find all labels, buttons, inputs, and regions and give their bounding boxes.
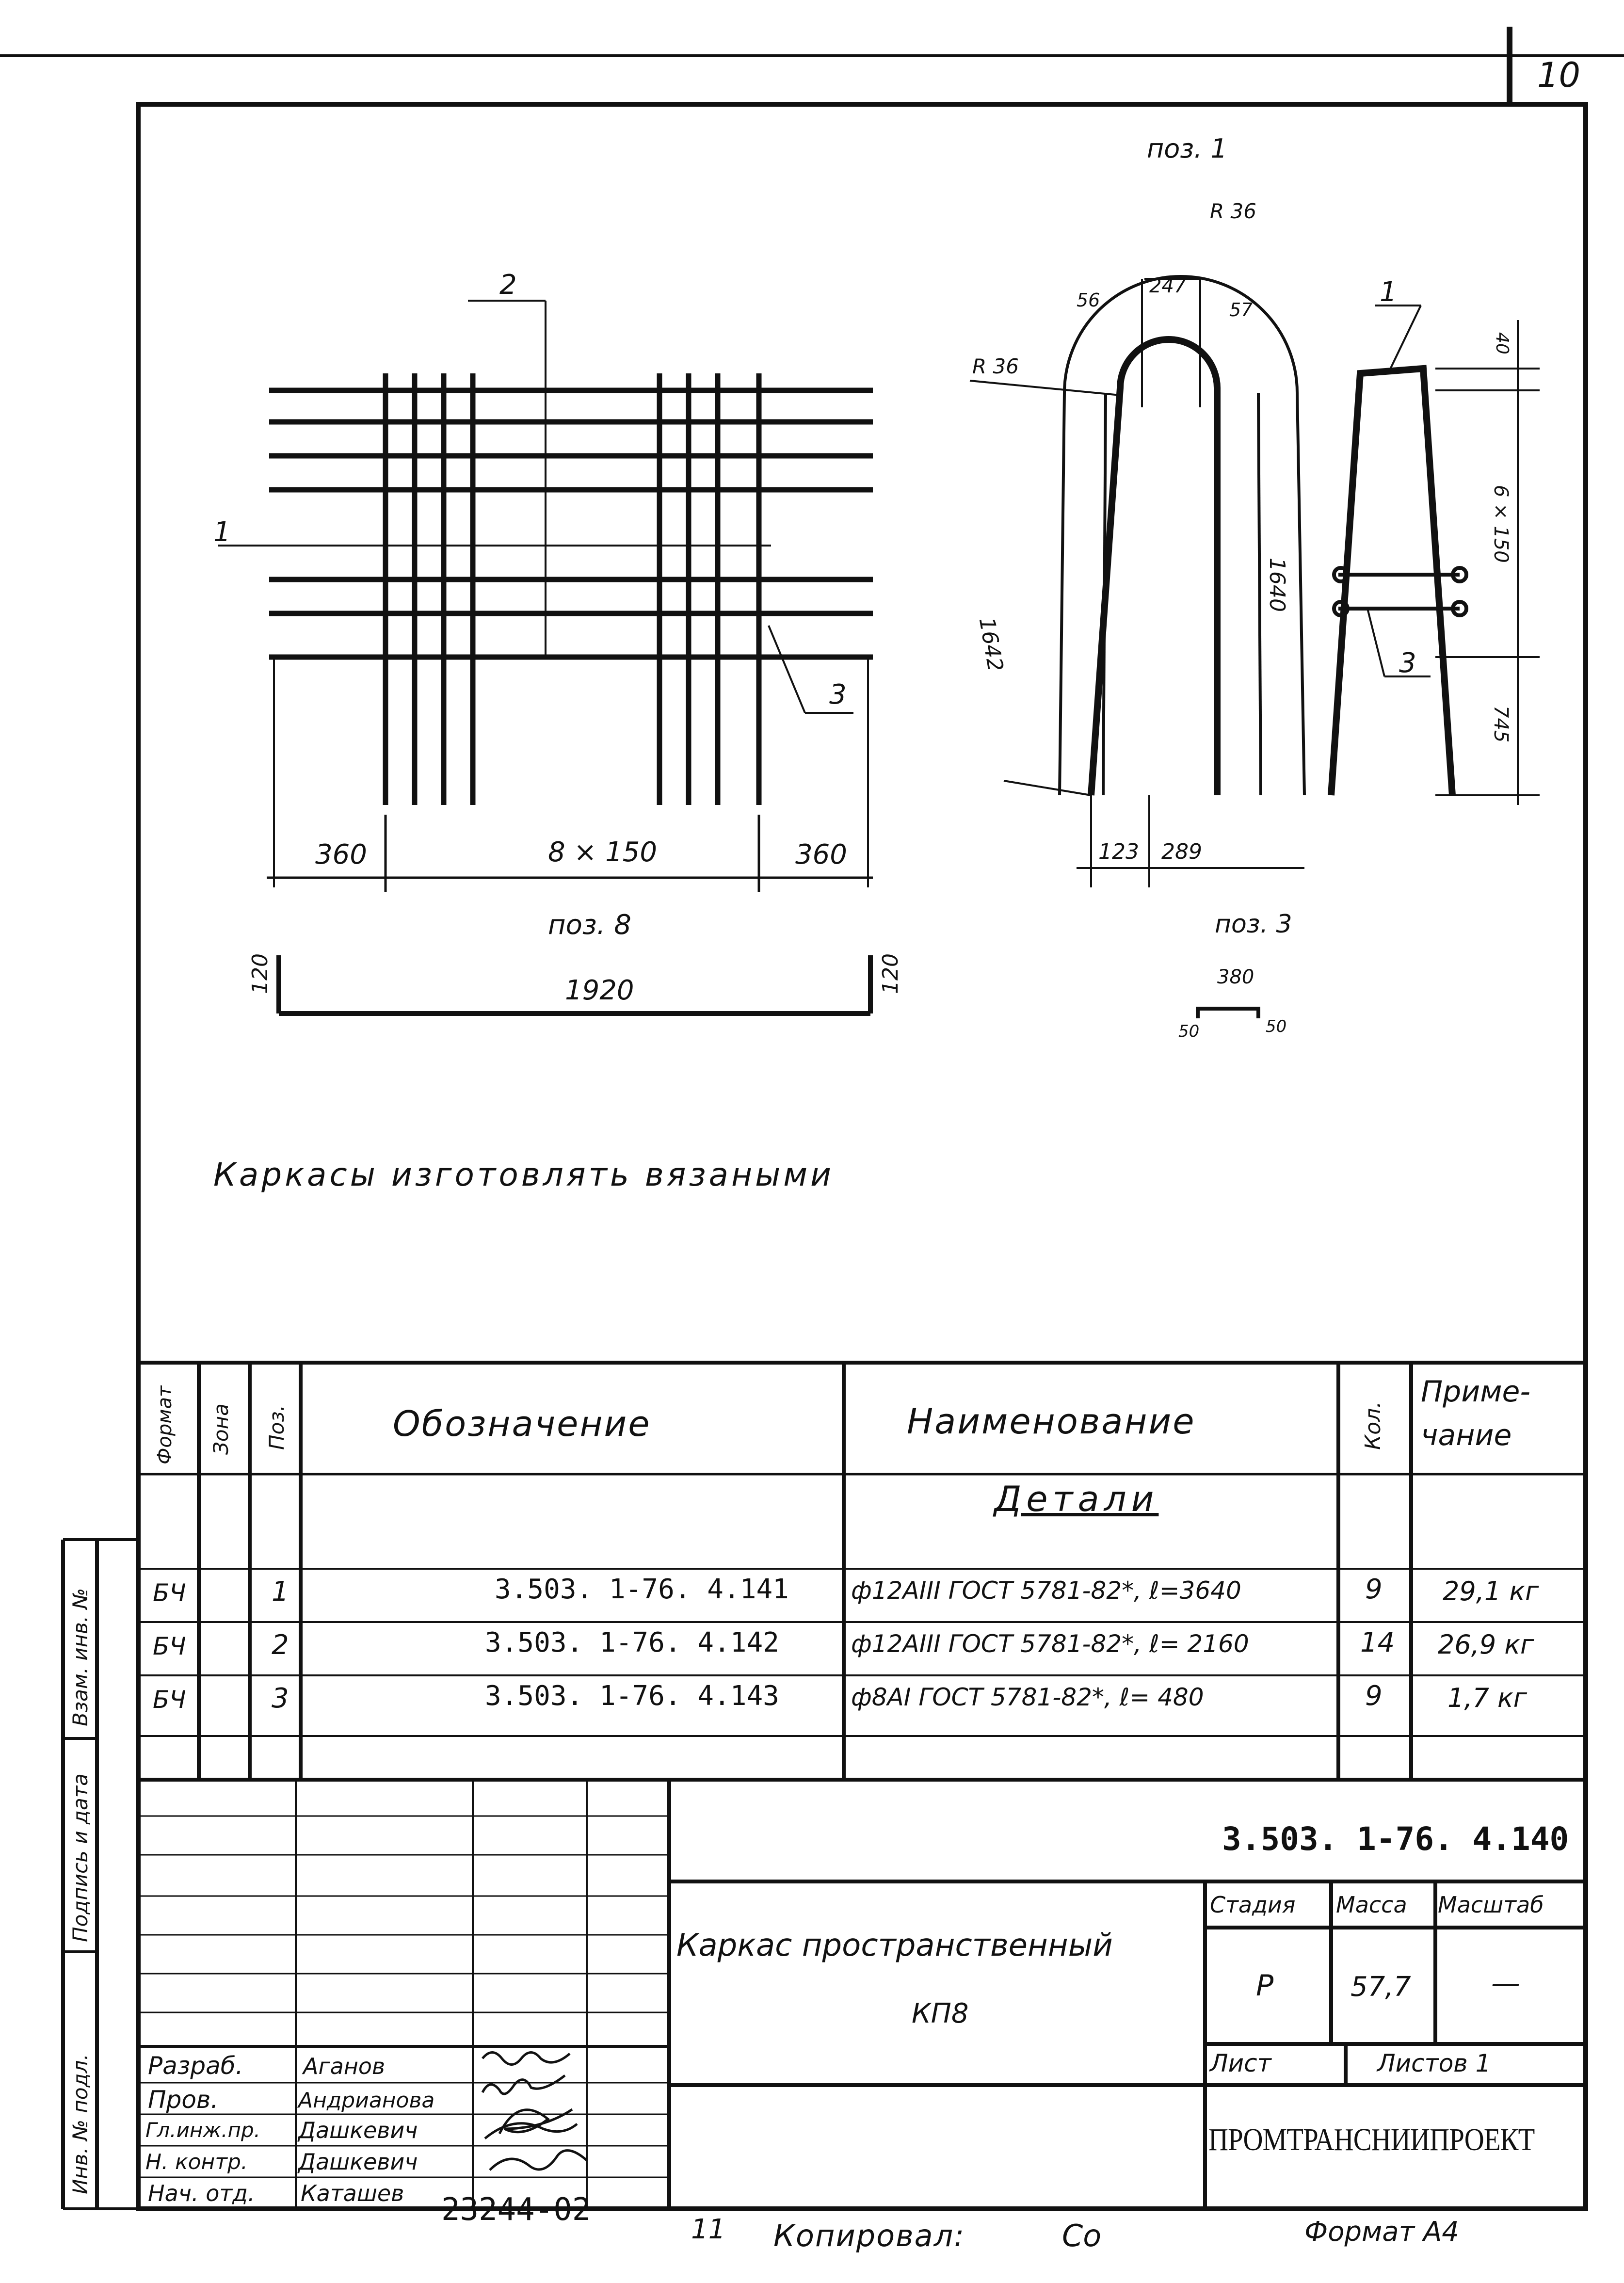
pos2-caption: поз. 8 xyxy=(548,909,631,941)
row2-qty: 14 xyxy=(1360,1627,1395,1658)
dim-right-360: 360 xyxy=(795,839,847,870)
row1-qty: 9 xyxy=(1365,1574,1383,1605)
mass-label: Масса xyxy=(1336,1892,1407,1918)
pos2-length: 1920 xyxy=(565,975,634,1006)
scale-label: Масштаб xyxy=(1438,1892,1544,1918)
row3-note: 1,7 кг xyxy=(1447,1683,1528,1713)
row1-designation: 3.503. 1-76. 4.141 xyxy=(495,1574,789,1605)
scale-value: — xyxy=(1491,1966,1520,2000)
name-4: Дашкевич xyxy=(298,2149,418,2175)
pos1-r-left: R 36 xyxy=(972,354,1019,378)
pos1-caption: поз. 1 xyxy=(1147,133,1227,164)
footer-num: 11 xyxy=(691,2214,726,2245)
row3-name: ф8АI ГОСТ 5781-82*, ℓ= 480 xyxy=(851,1683,1204,1711)
header-note-l1: Приме- xyxy=(1421,1375,1531,1409)
mesh-longitudinal-bars xyxy=(269,390,873,657)
pos1-d57: 57 xyxy=(1229,299,1253,321)
side-section-bars xyxy=(1331,369,1452,795)
side-dim-top: 40 xyxy=(1492,332,1512,354)
pos1-bottom-a: 123 xyxy=(1098,839,1139,864)
pos1-r-top: R 36 xyxy=(1210,199,1256,223)
side-label-vzam: Взам. инв. № xyxy=(68,1588,92,1726)
side-label-1: 1 xyxy=(1380,276,1397,308)
pos1-d56: 56 xyxy=(1077,289,1100,311)
header-pos: Поз. xyxy=(265,1405,289,1450)
row1-pos: 1 xyxy=(272,1576,289,1608)
name-1: Аганов xyxy=(303,2053,386,2079)
row1-note: 29,1 кг xyxy=(1443,1576,1539,1607)
header-qty: Кол. xyxy=(1361,1401,1385,1450)
leader-label-3: 3 xyxy=(829,679,847,710)
stage-value: Р xyxy=(1256,1969,1274,2003)
mass-value: 57,7 xyxy=(1351,1971,1411,2003)
footer-copied: Копировал: xyxy=(773,2218,965,2253)
side-label-podpis: Подпись и дата xyxy=(68,1773,92,1942)
pos1-d247: 247 xyxy=(1149,275,1187,297)
pos1-inner-length: 1640 xyxy=(1265,558,1289,612)
footer-code: 23244-02 xyxy=(441,2192,591,2228)
dim-left-360: 360 xyxy=(315,839,367,870)
side-label-3: 3 xyxy=(1399,647,1416,679)
pos3-right: 50 xyxy=(1266,1017,1287,1036)
name-5: Каташев xyxy=(301,2180,404,2206)
note-text: Каркасы изготовлять вязаными xyxy=(213,1156,834,1193)
header-designation: Обозначение xyxy=(393,1403,651,1444)
row3-pos: 3 xyxy=(272,1683,289,1714)
role-2: Пров. xyxy=(148,2086,219,2114)
sheet-number: 10 xyxy=(1537,55,1581,95)
doc-number: 3.503. 1-76. 4.140 xyxy=(1222,1820,1569,1858)
row3-format: БЧ xyxy=(153,1686,186,1714)
leader-label-2: 2 xyxy=(499,269,517,301)
section-details: Детали xyxy=(994,1479,1159,1519)
role-1: Разраб. xyxy=(148,2052,243,2080)
pos3-length: 380 xyxy=(1217,966,1254,988)
mesh-transverse-bars xyxy=(386,373,759,805)
name-2: Андрианова xyxy=(298,2088,435,2113)
organization: ПРОМТРАНСНИИПРОЕКТ xyxy=(1208,2122,1535,2157)
side-dim-mid: 6 × 150 xyxy=(1490,485,1512,563)
row2-designation: 3.503. 1-76. 4.142 xyxy=(485,1627,779,1658)
stage-label: Стадия xyxy=(1210,1892,1296,1918)
header-note-l2: чание xyxy=(1421,1418,1512,1452)
dim-middle: 8 × 150 xyxy=(548,836,658,868)
pos1-bottom-b: 289 xyxy=(1161,839,1202,864)
sheets-label: Листов 1 xyxy=(1377,2049,1491,2077)
side-section-stirrups xyxy=(1334,568,1466,615)
side-dim-low: 745 xyxy=(1490,706,1512,743)
header-format: Формат xyxy=(154,1385,176,1464)
row2-note: 26,9 кг xyxy=(1438,1629,1534,1660)
row3-qty: 9 xyxy=(1365,1680,1383,1712)
leader-label-1: 1 xyxy=(213,516,231,548)
bar-pos3 xyxy=(1198,1009,1258,1018)
row1-format: БЧ xyxy=(153,1579,186,1607)
title-line2: КП8 xyxy=(912,1998,969,2029)
side-section-dims xyxy=(1367,305,1540,805)
footer-copier-sign: Со xyxy=(1062,2218,1102,2253)
row2-pos: 2 xyxy=(272,1629,289,1661)
pos2-left-hook: 120 xyxy=(248,953,273,994)
side-label-inv-podl: Инв. № подл. xyxy=(68,2054,92,2194)
role-3: Гл.инж.пр. xyxy=(145,2118,261,2142)
pos3-caption: поз. 3 xyxy=(1215,910,1292,939)
signatures xyxy=(482,2053,587,2170)
header-zone: Зона xyxy=(209,1403,233,1455)
row3-designation: 3.503. 1-76. 4.143 xyxy=(485,1680,779,1712)
row2-format: БЧ xyxy=(153,1632,186,1660)
header-name: Наименование xyxy=(907,1401,1196,1442)
footer-format: Формат А4 xyxy=(1304,2216,1459,2248)
row1-name: ф12АIII ГОСТ 5781-82*, ℓ=3640 xyxy=(851,1576,1241,1605)
role-4: Н. контр. xyxy=(145,2150,248,2174)
ubar-pos1-dims xyxy=(970,279,1304,887)
title-line1: Каркас пространственный xyxy=(676,1928,1113,1963)
pos1-left-length: 1642 xyxy=(974,615,1008,674)
name-3: Дашкевич xyxy=(298,2117,418,2143)
ubar-pos1-inner xyxy=(1091,339,1217,795)
role-5: Нач. отд. xyxy=(148,2180,255,2206)
pos2-right-hook: 120 xyxy=(878,953,903,994)
row2-name: ф12АIII ГОСТ 5781-82*, ℓ= 2160 xyxy=(851,1630,1249,1658)
sheet-label: Лист xyxy=(1210,2049,1271,2077)
pos3-left: 50 xyxy=(1178,1022,1200,1041)
